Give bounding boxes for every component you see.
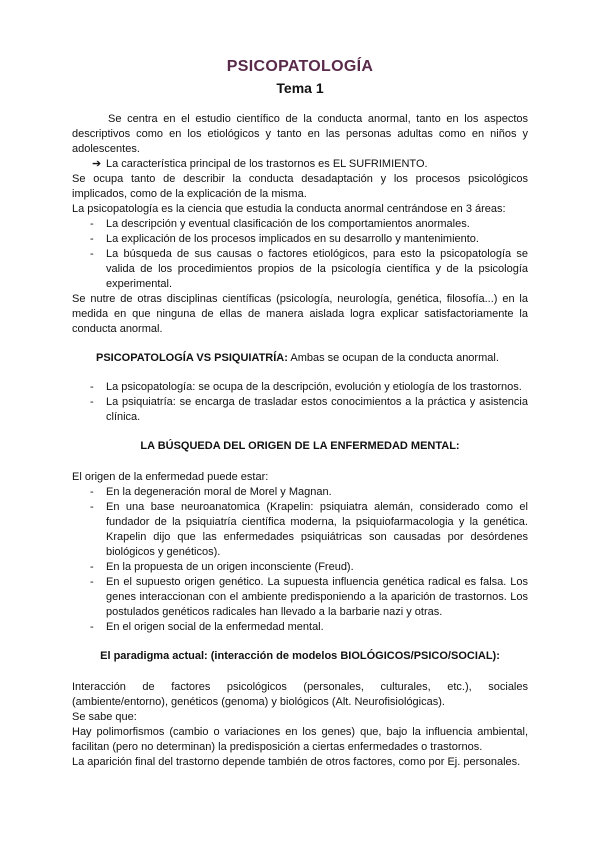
areas-list [72,217,528,292]
right-arrow-icon: ➔ [92,158,102,170]
vs-heading [72,351,528,366]
dash-bullet: - [90,381,94,393]
dash-bullet: - [90,396,94,408]
intro-paragraph-2: Se ocupa tanto de describir la conducta desadaptación y los procesos psicológicos implicados, como de la explicación de la misma. [72,173,528,200]
list-item: - La descripción y eventual clasificación de los comportamientos anormales. [90,218,470,230]
dash-bullet: - [90,561,94,573]
paradigma-paragraph-1: Interacción de factores psicológicos (personales, culturales, etc.), sociales (ambiente/entorno), genéticos (genoma) y biológicos (Alt. Neurofisiológicas). [72,681,528,708]
dash-bullet: - [90,576,94,588]
vs-heading-rest: Ambas se ocupan de la conducta anormal. [287,352,499,364]
list-item: - La psicopatología: se ocupa de la descripción, evolución y etiología de los trastornos. [90,381,522,393]
document-subtitle: Tema 1 [276,80,324,96]
paradigma-paragraph-3: Hay polimorfismos (cambio o variaciones en los genes) que, bajo la influencia ambiental, facilitan (pero no determinan) la predisposición a ciertas enfermedades o trastornos. [72,726,528,753]
list-item: - La explicación de los procesos implicados en su desarrollo y mantenimiento. [90,233,479,245]
document-body [72,112,528,770]
intro-paragraph-3: La psicopatología es la ciencia que estudia la conducta anormal centrándose en 3 áreas: [72,203,506,215]
list-item: - En el supuesto origen genético. La supuesta influencia genética radical es falsa. Los genes interaccionan con el ambiente predisponiendo a la aparición de trastornos. Los postulados genéticos radicales han llevado a la barbarie nazi y otras. [90,576,528,618]
paradigma-heading: El paradigma actual: (interacción de modelos BIOLÓGICOS/PSICO/SOCIAL): [100,650,500,662]
list-item: - En la propuesta de un origen inconsciente (Freud). [90,561,354,573]
dash-bullet: - [90,621,94,633]
origen-intro: El origen de la enfermedad puede estar: [72,471,269,483]
document-title: PSICOPATOLOGÍA [226,58,374,75]
dash-bullet: - [90,218,94,230]
vs-list [72,380,528,425]
intro-paragraph-1: Se centra en el estudio científico de la conducta anormal, tanto en los aspectos descriptivos como en los etiológicos y tanto en las personas adultas como en niños y adolescentes. [72,113,528,155]
list-item: - En la degeneración moral de Morel y Magnan. [90,486,332,498]
origen-list [72,485,528,635]
arrow-note-text: La característica principal de los trastornos es EL SUFRIMIENTO. [106,158,428,170]
dash-bullet: - [90,501,94,513]
origen-heading: LA BÚSQUEDA DEL ORIGEN DE LA ENFERMEDAD MENTAL: [140,440,460,452]
dash-bullet: - [90,486,94,498]
list-item: - La psiquiatría: se encarga de trasladar estos conocimientos a la práctica y asistencia clínica. [90,396,528,423]
dash-bullet: - [90,233,94,245]
list-item: - La búsqueda de sus causas o factores etiológicos, para esto la psicopatología se valida de los procedimientos propios de la psicología científica y de la psicología experimental. [90,248,528,290]
list-item: - En una base neuroanatomica (Krapelin: psiquiatra alemán, considerado como el fundador de la psiquiatría científica moderna, la psiquiofarmacologia y la genética. Krapelin dijo que las enfermedades psiquiátricas son causadas por desórdenes biológicos y genéticos). [90,501,528,558]
arrow-note [72,157,528,172]
paradigma-paragraph-4: La aparición final del trastorno depende también de otros factores, como por Ej. personales. [72,756,521,768]
list-item: - En el origen social de la enfermedad mental. [90,621,324,633]
paradigma-paragraph-2: Se sabe que: [72,711,137,723]
vs-heading-bold: PSICOPATOLOGÍA VS PSIQUIATRÍA: [96,352,288,364]
dash-bullet: - [90,248,94,260]
intro-paragraph-4: Se nutre de otras disciplinas científicas (psicología, neurología, genética, filosofía...) en la medida en que ninguna de ellas de manera aislada logra explicar satisfactoriamente la conducta anormal. [72,293,528,335]
